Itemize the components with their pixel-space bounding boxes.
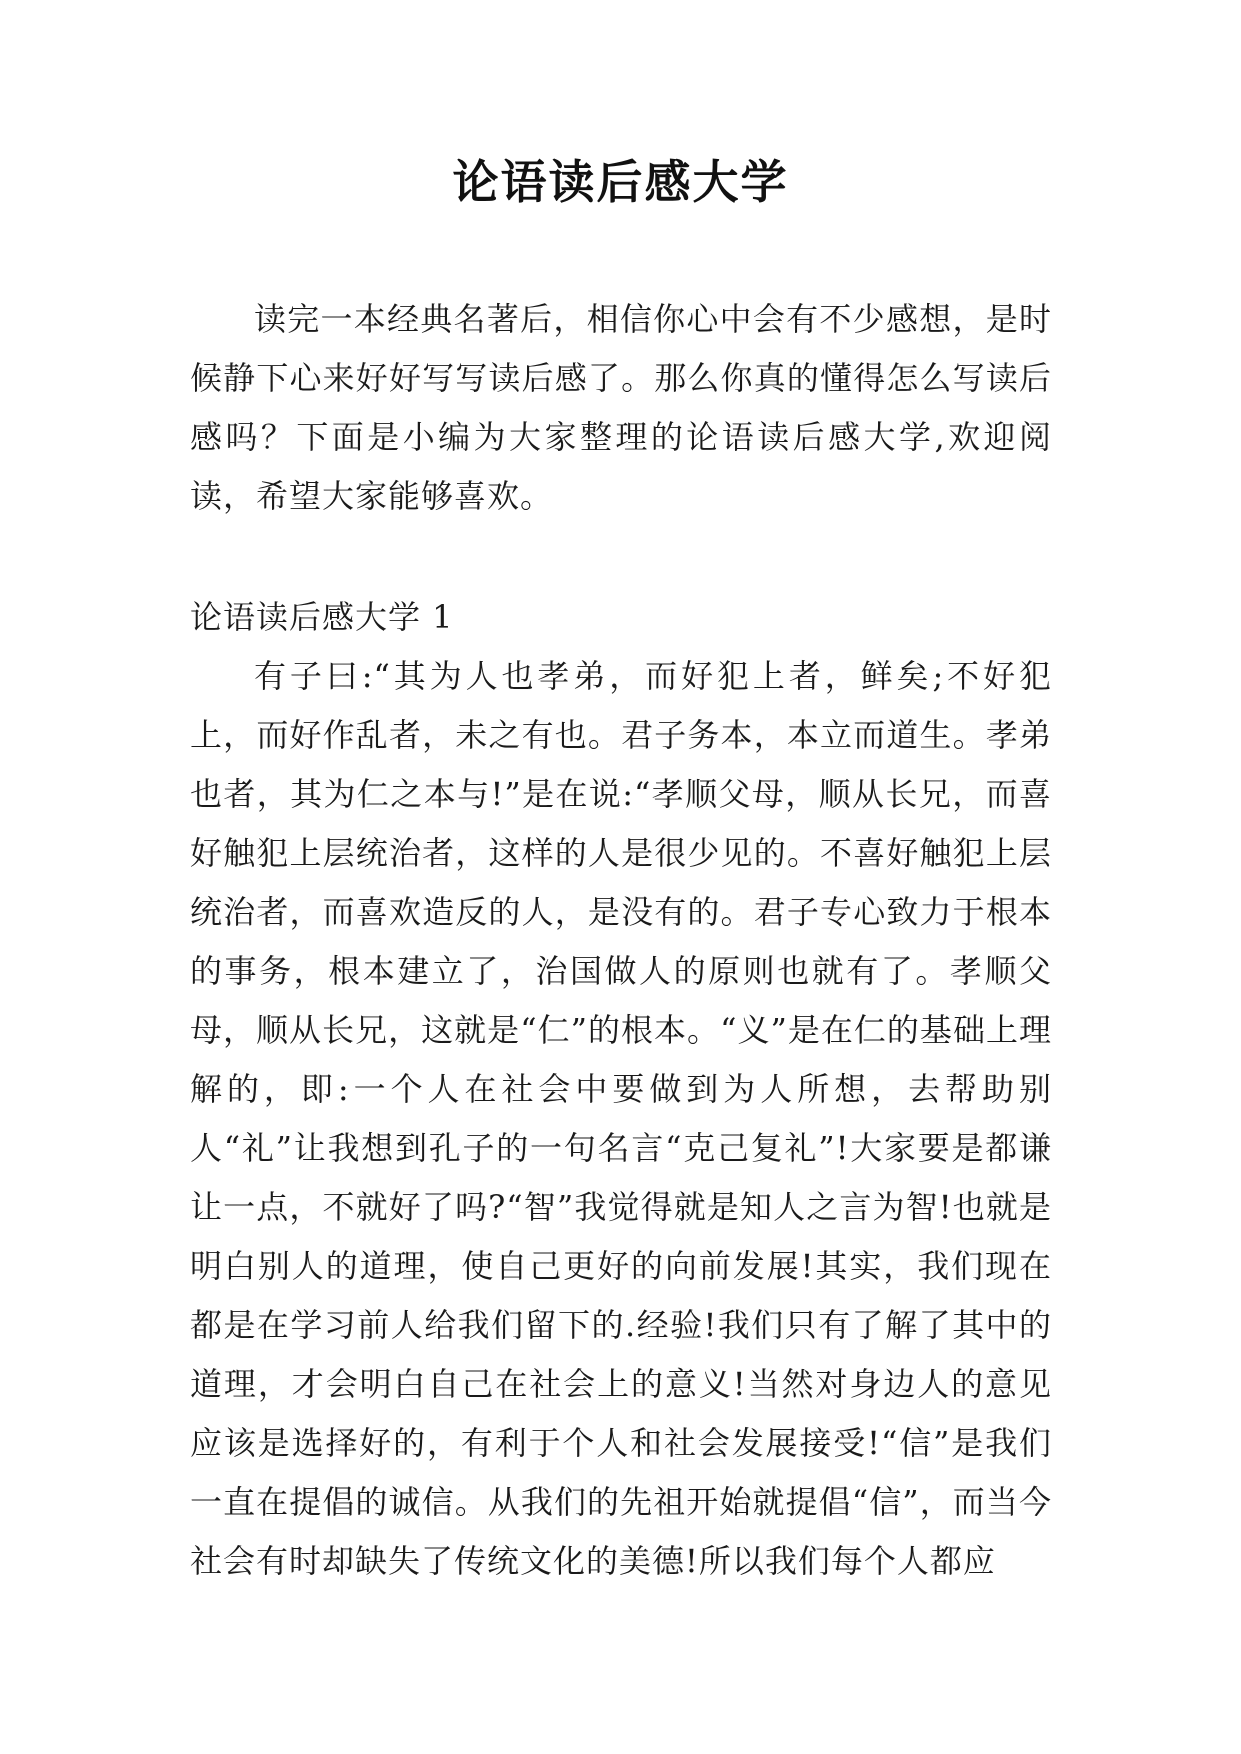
intro-paragraph: 读完一本经典名著后，相信你心中会有不少感想，是时候静下心来好好写写读后感了。那么你真的懂得怎么写读后感吗？下面是小编为大家整理的论语读后感大学,欢迎阅读，希望大家能够喜欢。 bbox=[190, 300, 1052, 515]
section-heading: 论语读后感大学 1 bbox=[190, 598, 454, 636]
document-body bbox=[190, 290, 1052, 1591]
body-paragraph: 有子曰:“其为人也孝弟，而好犯上者，鲜矣;不好犯上，而好作乱者，未之有也。君子务本，本立而道生。孝弟也者，其为仁之本与!”是在说:“孝顺父母，顺从长兄，而喜好触犯上层统治者，这样的人是很少见的。不喜好触犯上层统治者，而喜欢造反的人，是没有的。君子专心致力于根本的事务，根本建立了，治国做人的原则也就有了。孝顺父母，顺从长兄，这就是“仁”的根本。“义”是在仁的基础上理解的，即:一个人在社会中要做到为人所想，去帮助别人“礼”让我想到孔子的一句名言“克己复礼”!大家要是都谦让一点，不就好了吗?“智”我觉得就是知人之言为智!也就是明白别人的道理，使自己更好的向前发展!其实，我们现在都是在学习前人给我们留下的.经验!我们只有了解了其中的道理，才会明白自己在社会上的意义!当然对身边人的意见应该是选择好的，有利于个人和社会发展接受!“信”是我们一直在提倡的诚信。从我们的先祖开始就提倡“信”，而当今社会有时却缺失了传统文化的美德!所以我们每个人都应 bbox=[190, 657, 1052, 1580]
document-title: 论语读后感大学 bbox=[452, 155, 789, 209]
